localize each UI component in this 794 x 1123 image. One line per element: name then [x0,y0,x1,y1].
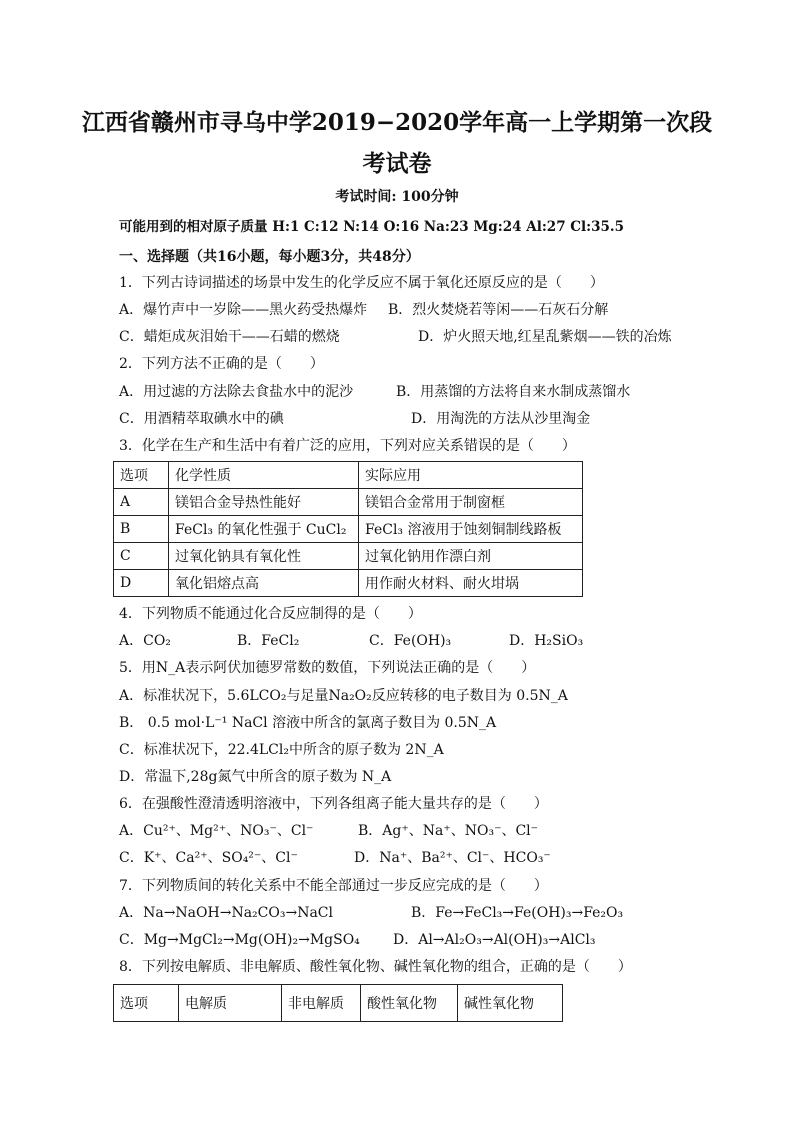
table-row [114,489,583,516]
q3-cell: 过氧化钠用作漂白剂 [359,543,583,570]
q8-table [113,984,563,1022]
q4-option-a: A．CO₂ [119,633,171,649]
q2-option-b: B．用蒸馏的方法将自来水制成蒸馏水 [396,384,631,400]
q5-stem: 5．用N_A表示阿伏加德罗常数的数值，下列说法正确的是（ ） [119,660,536,676]
q3-cell: A [114,489,169,516]
q3-table-header [114,462,583,489]
q3-cell: 镁铝合金常用于制窗框 [359,489,583,516]
q1-option-b: B．烈火焚烧若等闲——石灰石分解 [388,302,609,318]
q2-stem: 2．下列方法不正确的是（ ） [119,356,324,372]
q3-cell: 用作耐火材料、耐火坩埚 [359,570,583,597]
q6-option-c: C．K⁺、Ca²⁺、SO₄²⁻、Cl⁻ [119,850,298,866]
q3-cell: 氧化铝熔点高 [169,570,359,597]
q3-cell: 镁铝合金导热性能好 [169,489,359,516]
q6-option-d: D．Na⁺、Ba²⁺、Cl⁻、HCO₃⁻ [354,850,551,866]
q8-header-basic-oxide: 碱性氧化物 [458,985,563,1022]
q3-cell: B [114,516,169,543]
table-row [114,570,583,597]
q1-stem: 1．下列古诗词描述的场景中发生的化学反应不属于氧化还原反应的是（ ） [119,275,604,291]
table-row [114,543,583,570]
q7-stem: 7．下列物质间的转化关系中不能全部通过一步反应完成的是（ ） [119,878,548,894]
q3-header-application: 实际应用 [359,462,583,489]
exam-title-line2: 考试卷 [362,150,432,177]
exam-title-line1: 江西省赣州市寻乌中学2019−2020学年高一上学期第一次段 [81,109,713,136]
q4-option-d: D．H₂SiO₃ [509,633,584,649]
q1-option-a: A．爆竹声中一岁除——黑火药受热爆炸 [119,302,368,318]
q6-stem: 6．在强酸性澄清透明溶液中，下列各组离子能大量共存的是（ ） [119,796,548,812]
table-row [114,516,583,543]
q3-header-option: 选项 [114,462,169,489]
q5-option-c: C．标准状况下，22.4LCl₂中所含的原子数为 2N_A [119,742,444,758]
q7-option-c: C．Mg→MgCl₂→Mg(OH)₂→MgSO₄ [119,932,360,948]
section-heading: 一、选择题（共16小题，每小题3分，共48分） [119,249,420,265]
q3-cell: 过氧化钠具有氧化性 [169,543,359,570]
q4-option-c: C．Fe(OH)₃ [369,633,452,649]
atomic-masses: 可能用到的相对原子质量 H:1 C:12 N:14 O:16 Na:23 Mg:24 Al:27 Cl:35.5 [119,219,625,235]
q3-header-property: 化学性质 [169,462,359,489]
q8-header-option: 选项 [114,985,179,1022]
q3-cell: C [114,543,169,570]
q6-option-b: B．Ag⁺、Na⁺、NO₃⁻、Cl⁻ [358,823,539,839]
q8-header-acidic-oxide: 酸性氧化物 [361,985,458,1022]
exam-time: 考试时间: 100分钟 [335,189,459,205]
q8-stem: 8．下列按电解质、非电解质、酸性氧化物、碱性氧化物的组合，正确的是（ ） [119,959,632,975]
q2-option-c: C．用酒精萃取碘水中的碘 [119,411,284,427]
q3-cell: FeCl₃ 溶液用于蚀刻铜制线路板 [359,516,583,543]
q7-option-a: A．Na→NaOH→Na₂CO₃→NaCl [119,905,333,921]
q5-option-a: A．标准状况下，5.6LCO₂与足量Na₂O₂反应转移的电子数目为 0.5N_A [119,688,568,704]
q3-cell: D [114,570,169,597]
q8-header-nonelectrolyte: 非电解质 [282,985,361,1022]
q7-option-b: B．Fe→FeCl₃→Fe(OH)₃→Fe₂O₃ [411,905,624,921]
q6-option-a: A．Cu²⁺、Mg²⁺、NO₃⁻、Cl⁻ [119,823,314,839]
q7-option-d: D．Al→Al₂O₃→Al(OH)₃→AlCl₃ [393,932,596,948]
q3-table [113,461,583,597]
q8-header-electrolyte: 电解质 [179,985,282,1022]
q1-option-d: D．炉火照天地,红星乱紫烟——铁的冶炼 [418,329,672,345]
q2-option-a: A．用过滤的方法除去食盐水中的泥沙 [119,384,354,400]
q5-option-d: D．常温下,28g氮气中所含的原子数为 N_A [119,769,392,785]
q1-option-c: C．蜡炬成灰泪始干——石蜡的燃烧 [119,329,340,345]
q4-option-b: B．FeCl₂ [237,633,300,649]
q3-stem: 3．化学在生产和生活中有着广泛的应用，下列对应关系错误的是（ ） [119,438,576,454]
q5-option-b: B． 0.5 mol·L⁻¹ NaCl 溶液中所含的氯离子数目为 0.5N_A [119,715,497,731]
q3-cell: FeCl₃ 的氧化性强于 CuCl₂ [169,516,359,543]
q2-option-d: D．用淘洗的方法从沙里淘金 [411,411,591,427]
q4-stem: 4．下列物质不能通过化合反应制得的是（ ） [119,606,422,622]
q8-table-header [114,985,563,1022]
